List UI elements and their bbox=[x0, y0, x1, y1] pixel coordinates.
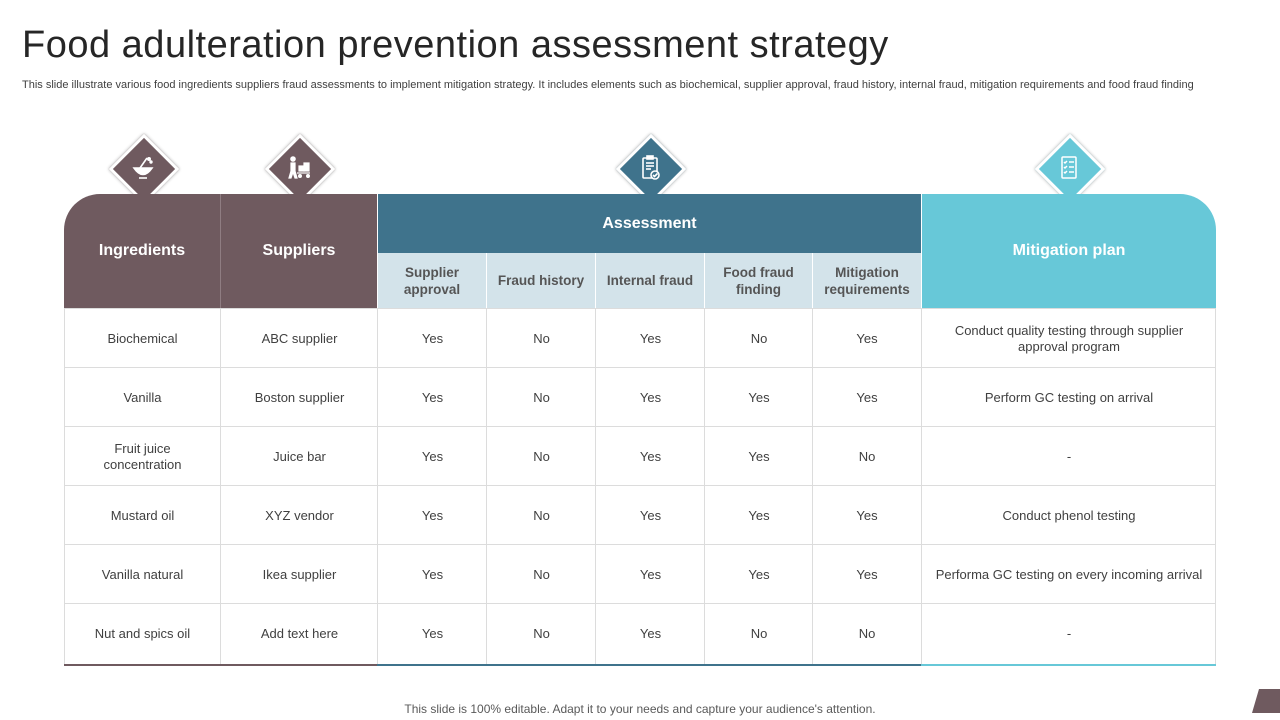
food-fraud-finding-cell: No bbox=[750, 625, 768, 641]
food-fraud-finding-cell: Yes bbox=[748, 566, 770, 582]
mitigation-requirements-cell: No bbox=[858, 625, 876, 641]
fraud-history-cell: No bbox=[533, 448, 550, 464]
page-subtitle: This slide illustrate various food ingredients suppliers fraud assessments to implement mitigation strategy. It includes elements such as biochemical, supplier approval, fraud history, internal fraud, mitigation requirements and food fraud finding bbox=[22, 79, 1194, 91]
internal-fraud-cell: Yes bbox=[639, 448, 662, 464]
document-checklist-icon bbox=[1038, 137, 1100, 199]
mitigation-plan-cell: - bbox=[1066, 448, 1072, 464]
table-bottom-border-light bbox=[921, 664, 1216, 666]
mitigation-plan-cell: Perform GC testing on arrival bbox=[984, 389, 1154, 405]
ingredients-icon-badge bbox=[112, 137, 174, 199]
supplier-approval-cell: Yes bbox=[421, 448, 444, 464]
supplier-cell: Boston supplier bbox=[254, 389, 345, 405]
fraud-history-cell: No bbox=[533, 330, 550, 346]
clipboard-check-icon bbox=[619, 137, 681, 199]
assessment-icon-badge bbox=[619, 137, 681, 199]
suppliers-icon-badge bbox=[268, 137, 330, 199]
fraud-history-cell: No bbox=[533, 389, 550, 405]
fraud-history-cell: No bbox=[533, 507, 550, 523]
food-fraud-finding-header: Food fraud finding bbox=[705, 253, 812, 308]
food-fraud-finding-cell: No bbox=[750, 330, 768, 346]
mitigation-plan-cell: - bbox=[1066, 625, 1072, 641]
page-title: Food adulteration prevention assessment strategy bbox=[22, 24, 889, 66]
suppliers-header: Suppliers bbox=[221, 194, 377, 308]
food-fraud-finding-cell: Yes bbox=[748, 507, 770, 523]
internal-fraud-cell: Yes bbox=[639, 389, 662, 405]
mitigation-header: Mitigation plan bbox=[922, 194, 1216, 308]
internal-fraud-cell: Yes bbox=[639, 625, 662, 641]
ingredient-cell: Vanilla bbox=[123, 389, 162, 405]
supplier-approval-cell: Yes bbox=[421, 507, 444, 523]
mitigation-plan-cell: Conduct phenol testing bbox=[1002, 507, 1136, 523]
table-row bbox=[64, 308, 1216, 368]
mitigation-requirements-cell: Yes bbox=[856, 566, 878, 582]
ingredient-cell: Nut and spics oil bbox=[94, 625, 191, 641]
mixing-bowl-icon bbox=[112, 137, 174, 199]
ingredient-cell: Biochemical bbox=[107, 330, 178, 346]
supplier-cell: Juice bar bbox=[273, 448, 326, 464]
table-row bbox=[64, 367, 1216, 427]
mitigation-plan-cell: Performa GC testing on every incoming arrival bbox=[935, 566, 1203, 582]
ingredient-cell: Fruit juice concentration bbox=[103, 440, 182, 472]
supplier-approval-cell: Yes bbox=[421, 330, 444, 346]
supplier-cell: ABC supplier bbox=[261, 330, 338, 346]
supplier-approval-cell: Yes bbox=[421, 389, 444, 405]
table-bottom-border-brown bbox=[64, 664, 377, 666]
mitigation-requirements-cell: No bbox=[858, 448, 876, 464]
supplier-approval-header: Supplier approval bbox=[378, 253, 486, 308]
table-row bbox=[64, 426, 1216, 486]
fraud-history-header: Fraud history bbox=[487, 253, 595, 308]
table-row bbox=[64, 544, 1216, 604]
table-row bbox=[64, 485, 1216, 545]
mitigation-requirements-cell: Yes bbox=[856, 507, 878, 523]
footer-note: This slide is 100% editable. Adapt it to your needs and capture your audience's attention. bbox=[404, 702, 876, 716]
assessment-header: Assessment bbox=[378, 194, 921, 253]
supplier-cell: Ikea supplier bbox=[262, 566, 337, 582]
table-row bbox=[64, 603, 1216, 663]
ingredient-cell: Vanilla natural bbox=[101, 566, 184, 582]
mitigation-requirements-header: Mitigation requirements bbox=[813, 253, 921, 308]
food-fraud-finding-cell: Yes bbox=[748, 448, 770, 464]
ingredient-cell: Mustard oil bbox=[110, 507, 175, 523]
internal-fraud-cell: Yes bbox=[639, 507, 662, 523]
mitigation-requirements-cell: Yes bbox=[856, 389, 878, 405]
mitigation-plan-cell: Conduct quality testing through supplier approval program bbox=[954, 322, 1184, 354]
table-bottom-border-teal bbox=[377, 664, 921, 666]
supplier-cell: Add text here bbox=[260, 625, 339, 641]
ingredients-header: Ingredients bbox=[64, 194, 220, 308]
food-fraud-finding-cell: Yes bbox=[748, 389, 770, 405]
internal-fraud-cell: Yes bbox=[639, 566, 662, 582]
mitigation-requirements-cell: Yes bbox=[856, 330, 878, 346]
supplier-cart-icon bbox=[268, 137, 330, 199]
fraud-history-cell: No bbox=[533, 566, 550, 582]
mitigation-icon-badge bbox=[1038, 137, 1100, 199]
corner-decoration bbox=[1252, 689, 1280, 713]
internal-fraud-cell: Yes bbox=[639, 330, 662, 346]
internal-fraud-header: Internal fraud bbox=[596, 253, 704, 308]
supplier-approval-cell: Yes bbox=[421, 566, 444, 582]
fraud-history-cell: No bbox=[533, 625, 550, 641]
supplier-cell: XYZ vendor bbox=[265, 507, 334, 523]
supplier-approval-cell: Yes bbox=[421, 625, 444, 641]
